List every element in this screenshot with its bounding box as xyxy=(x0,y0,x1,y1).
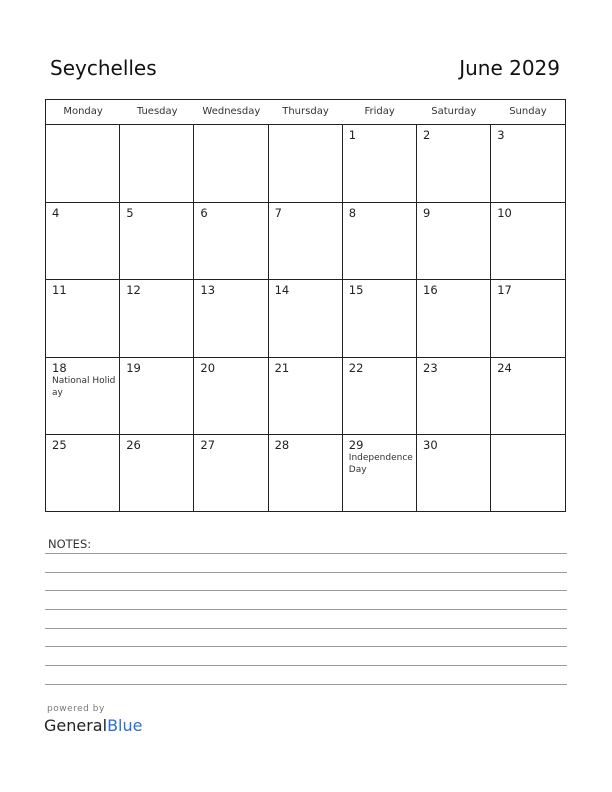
country-title: Seychelles xyxy=(50,56,157,80)
day-number: 8 xyxy=(348,205,357,220)
day-cell[interactable] xyxy=(491,280,565,358)
day-cell[interactable] xyxy=(120,125,194,203)
day-number: 22 xyxy=(348,360,364,375)
brand-general: General xyxy=(44,716,108,735)
brand-blue: Blue xyxy=(107,716,143,735)
weekday-thursday: Thursday xyxy=(282,106,329,117)
day-cell[interactable] xyxy=(343,125,417,203)
weekday-friday: Friday xyxy=(364,106,395,117)
generalblue-logo[interactable] xyxy=(44,716,142,735)
weekday-header xyxy=(46,100,565,125)
day-number: 30 xyxy=(423,438,438,453)
notes-line[interactable] xyxy=(45,646,567,647)
day-cell[interactable] xyxy=(417,125,491,203)
day-number: 17 xyxy=(497,283,512,298)
weekday-tuesday: Tuesday xyxy=(136,106,178,117)
notes-line[interactable] xyxy=(45,609,567,610)
day-cell[interactable] xyxy=(417,203,491,281)
day-number: 18 xyxy=(52,360,67,375)
day-number: 20 xyxy=(200,360,216,375)
day-cell[interactable] xyxy=(343,435,417,511)
day-cell[interactable] xyxy=(269,358,343,436)
notes-line[interactable] xyxy=(45,590,567,591)
day-number: 7 xyxy=(274,205,282,220)
day-cell[interactable] xyxy=(343,280,417,358)
day-cell[interactable] xyxy=(120,435,194,511)
day-number: 26 xyxy=(126,438,141,453)
day-cell[interactable] xyxy=(491,435,565,511)
day-number: 1 xyxy=(348,128,357,142)
day-number: 24 xyxy=(497,360,512,375)
day-cell[interactable] xyxy=(46,203,120,281)
day-number: 10 xyxy=(497,205,512,220)
notes-line[interactable] xyxy=(45,572,567,573)
month-title: June 2029 xyxy=(459,56,560,80)
day-cell[interactable] xyxy=(491,203,565,281)
day-cell[interactable] xyxy=(269,203,343,281)
day-cell[interactable] xyxy=(46,280,120,358)
day-number: 9 xyxy=(423,205,431,220)
day-cell[interactable] xyxy=(46,358,120,436)
day-cell[interactable] xyxy=(269,280,343,358)
day-cell[interactable] xyxy=(194,203,268,281)
day-cell[interactable] xyxy=(120,358,194,436)
day-cell[interactable] xyxy=(343,358,417,436)
day-cell[interactable] xyxy=(120,280,194,358)
notes-line[interactable] xyxy=(45,684,567,685)
day-cell[interactable] xyxy=(269,435,343,511)
day-number: 14 xyxy=(274,283,290,298)
day-cell[interactable] xyxy=(46,435,120,511)
day-cell[interactable] xyxy=(417,435,491,511)
holiday-label: Independence Day xyxy=(348,453,413,476)
day-number: 6 xyxy=(200,205,208,220)
day-cell[interactable] xyxy=(417,280,491,358)
day-cell[interactable] xyxy=(194,435,268,511)
day-number: 25 xyxy=(52,438,67,453)
day-number: 16 xyxy=(423,283,438,298)
notes-label: NOTES: xyxy=(48,537,92,551)
day-cell[interactable] xyxy=(491,125,565,203)
notes-line[interactable] xyxy=(45,628,567,629)
day-cell[interactable] xyxy=(194,280,268,358)
day-number: 19 xyxy=(126,360,141,375)
day-cell[interactable] xyxy=(194,358,268,436)
day-cell[interactable] xyxy=(120,203,194,281)
day-cell[interactable] xyxy=(491,358,565,436)
day-number: 29 xyxy=(348,438,364,453)
weekday-saturday: Saturday xyxy=(431,106,477,117)
day-number: 5 xyxy=(126,205,134,220)
day-number: 11 xyxy=(52,283,67,298)
weekday-monday: Monday xyxy=(63,106,103,117)
day-cell[interactable] xyxy=(194,125,268,203)
day-cell[interactable] xyxy=(343,203,417,281)
day-number: 15 xyxy=(348,283,364,298)
day-number: 3 xyxy=(497,128,505,142)
notes-line[interactable] xyxy=(45,553,567,554)
day-number: 23 xyxy=(423,360,438,375)
day-number: 13 xyxy=(200,283,216,298)
day-cell[interactable] xyxy=(46,125,120,203)
day-cell[interactable] xyxy=(417,358,491,436)
weekday-sunday: Sunday xyxy=(509,106,547,117)
notes-line[interactable] xyxy=(45,665,567,666)
day-number: 4 xyxy=(52,205,60,220)
day-number: 21 xyxy=(274,360,290,375)
day-number: 12 xyxy=(126,283,141,298)
day-cell[interactable] xyxy=(269,125,343,203)
day-number: 27 xyxy=(200,438,216,453)
weekday-wednesday: Wednesday xyxy=(202,106,261,117)
holiday-label: National Holiday xyxy=(52,375,116,398)
day-number: 2 xyxy=(423,128,431,142)
day-number: 28 xyxy=(274,438,290,453)
powered-by-text: powered by xyxy=(47,704,105,714)
calendar-grid xyxy=(45,99,566,512)
